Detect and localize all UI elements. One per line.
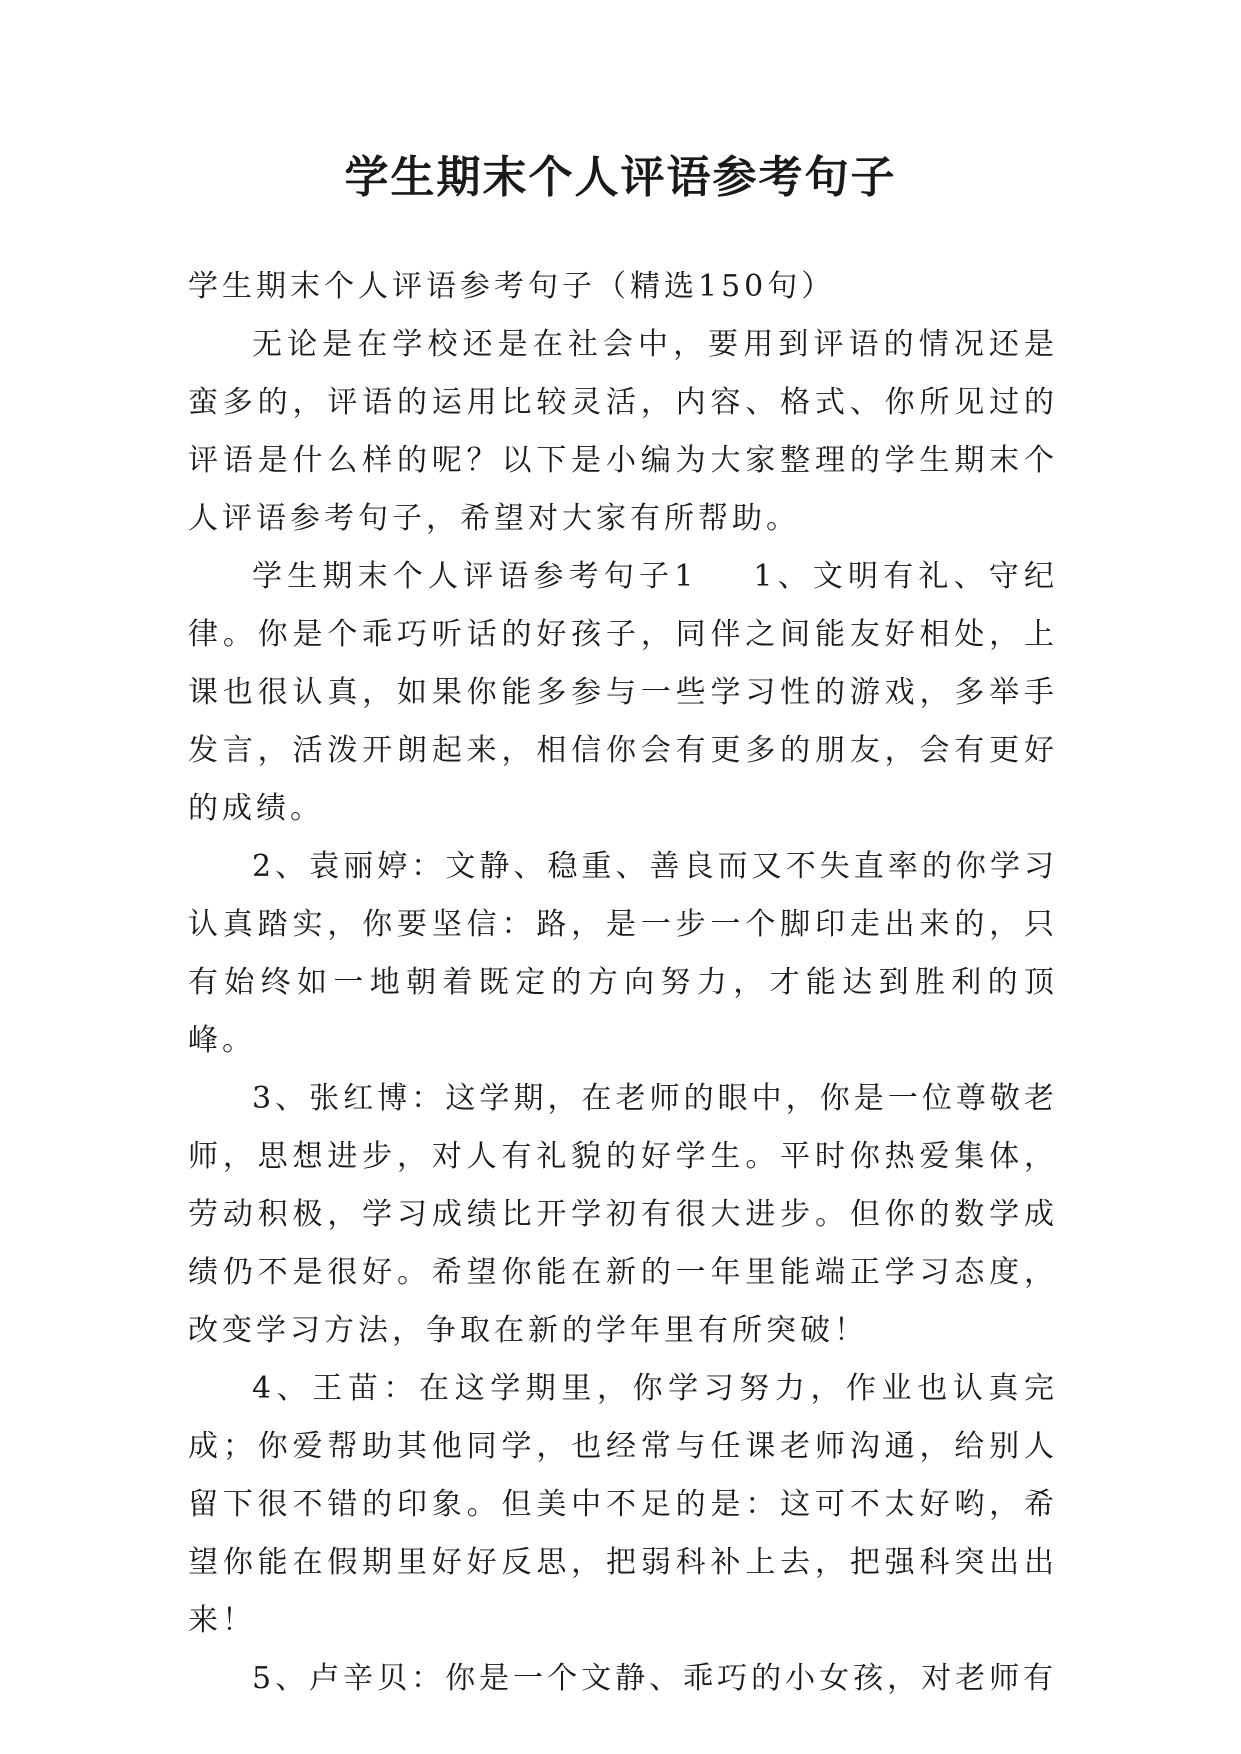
comment-item-1: 1、文明有礼、守纪律。你是个乖巧听话的好孩子，同伴之间能友好相处，上课也很认真，如果你能多参与一些学习性的游戏，多举手发言，活泼开朗起来，相信你会有更多的朋友，会有更好的成绩。 xyxy=(188,559,1058,826)
section-1-paragraph xyxy=(188,548,1058,838)
comment-item-5: 5、卢辛贝：你是一个文静、乖巧的小女孩，对老师有 xyxy=(252,1661,1058,1696)
comment-item-4: 4、王苗：在这学期里，你学习努力，作业也认真完成；你爱帮助其他同学，也经常与任课老师沟通，给别人留下很不错的印象。但美中不足的是：这可不太好哟，希望你能在假期里好好反思，把弱科补上去，把强科突出出来！ xyxy=(188,1371,1058,1638)
document-title: 学生期末个人评语参考句子 xyxy=(344,152,897,203)
section-heading: 学生期末个人评语参考句子1 xyxy=(252,559,698,594)
document-subtitle: 学生期末个人评语参考句子（精选150句） xyxy=(188,269,836,304)
comment-item-2: 2、袁丽婷：文静、稳重、善良而又不失直率的你学习认真踏实，你要坚信：路，是一步一个脚印走出来的，只有始终如一地朝着既定的方向努力，才能达到胜利的顶峰。 xyxy=(188,849,1058,1058)
document-body xyxy=(188,258,1058,1708)
comment-item-3: 3、张红博：这学期，在老师的眼中，你是一位尊敬老师，思想进步，对人有礼貌的好学生。平时你热爱集体，劳动积极，学习成绩比开学初有很大进步。但你的数学成绩仍不是很好。希望你能在新的一年里能端正学习态度，改变学习方法，争取在新的学年里有所突破！ xyxy=(188,1081,1058,1348)
intro-paragraph: 无论是在学校还是在社会中，要用到评语的情况还是蛮多的，评语的运用比较灵活，内容、格式、你所见过的评语是什么样的呢？以下是小编为大家整理的学生期末个人评语参考句子，希望对大家有所帮助。 xyxy=(188,327,1058,536)
